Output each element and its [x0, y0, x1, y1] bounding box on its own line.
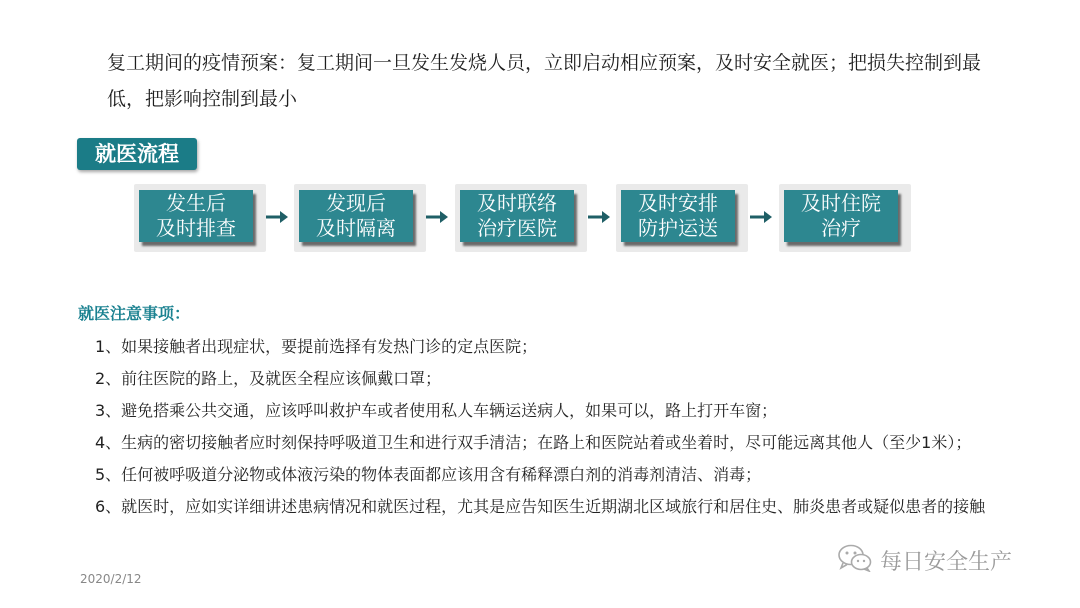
flow-step-3-line1: 及时联络 — [477, 191, 557, 215]
watermark-text: 每日安全生产 — [880, 549, 1013, 575]
notes-list — [95, 331, 1080, 523]
list-item: 3、避免搭乘公共交通，应该呼叫救护车或者使用私人车辆运送病人，如果可以，路上打开车窗； — [95, 401, 778, 420]
arrow-right-icon — [266, 211, 288, 223]
intro-text: 复工期间的疫情预案：复工期间一旦发生发烧人员，立即启动相应预案，及时安全就医；把损失控制到最低，把影响控制到最小 — [107, 52, 982, 110]
section-label: 就医流程 — [77, 138, 197, 170]
flow-step-1-line1: 发生后 — [166, 191, 226, 215]
flow-step-3-line2: 治疗医院 — [477, 216, 557, 240]
arrow-right-icon — [750, 211, 772, 223]
flow-step-5-line1: 及时住院 — [801, 191, 881, 215]
flow-step-1-line2: 及时排查 — [156, 216, 236, 240]
list-item: 5、任何被呼吸道分泌物或体液污染的物体表面都应该用含有稀释漂白剂的消毒剂清洁、消毒； — [95, 465, 762, 484]
slide-date: 2020/2/12 — [80, 572, 142, 586]
list-item: 2、前往医院的路上，及就医全程应该佩戴口罩； — [95, 369, 442, 388]
list-item: 4、生病的密切接触者应时刻保持呼吸道卫生和进行双手清洁；在路上和医院站着或坐着时，尽可能远离其他人（至少1米）； — [95, 433, 972, 452]
list-item: 6、就医时，应如实详细讲述患病情况和就医过程，尤其是应告知医生近期湖北区域旅行和居住史、肺炎患者或疑似患者的接触 — [95, 497, 986, 516]
notes-title: 就医注意事项： — [78, 304, 191, 323]
flow-step-4-line2: 防护运送 — [638, 216, 718, 240]
arrow-right-icon — [588, 211, 610, 223]
flow-step-3 — [455, 184, 587, 252]
flow-step-2-line1: 发现后 — [326, 191, 386, 215]
arrow-right-icon — [426, 211, 448, 223]
flow-step-4-line1: 及时安排 — [638, 191, 718, 215]
flow-step-2 — [294, 184, 426, 252]
watermark — [838, 544, 1012, 576]
flow-step-1 — [134, 184, 266, 252]
list-item: 1、如果接触者出现症状，要提前选择有发热门诊的定点医院； — [95, 337, 538, 356]
flow-step-2-line2: 及时隔离 — [316, 216, 396, 240]
flow-step-4 — [616, 184, 748, 252]
flow-step-5-line2: 治疗 — [821, 216, 861, 240]
flow-step-5 — [779, 184, 911, 252]
wechat-icon — [838, 544, 872, 576]
